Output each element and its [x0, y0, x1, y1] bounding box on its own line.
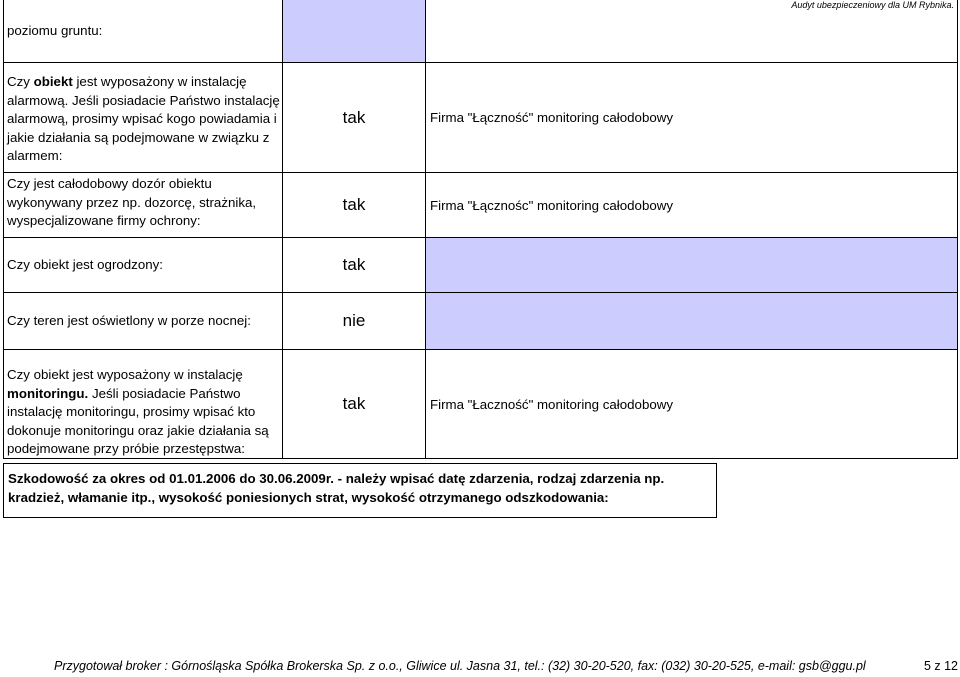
- security-table: [3, 0, 958, 459]
- row-value[interactable]: tak: [283, 350, 426, 458]
- header-title: Audyt ubezpieczeniowy dla UM Rybnika.: [791, 0, 954, 10]
- footer-broker-info: Przygotował broker : Górnośląska Spółka Brokerska Sp. z o.o., Gliwice ul. Jasna 31, tel.: (32) 30-20-520, fax: (032) 30-20-525, e-mail: gsb@ggu.pl: [54, 659, 866, 673]
- table-row: [3, 293, 958, 350]
- row-value[interactable]: tak: [283, 63, 426, 172]
- row-label: Czy obiekt jest wyposażony w instalację alarmową. Jeśli posiadacie Państwo instalację alarmową, prosimy wpisać kogo powiadamia i jakie działania są podejmowane w związku z alarmem:: [4, 63, 283, 172]
- table-row: [3, 350, 958, 459]
- claims-history-box[interactable]: Szkodowość za okres od 01.01.2006 do 30.06.2009r. - należy wpisać datę zdarzenia, rodzaj zdarzenia np. kradzież, włamanie itp., wysokość poniesionych strat, wysokość otrzymanego odszkodowania:: [3, 463, 717, 518]
- row-label: Czy jest całodobowy dozór obiektu wykonywany przez np. dozorcę, strażnika, wyspecjalizowane firmy ochrony:: [4, 173, 283, 237]
- row-label: Czy obiekt jest ogrodzony:: [4, 238, 283, 292]
- row-value[interactable]: tak: [283, 173, 426, 237]
- row-value[interactable]: [283, 0, 426, 62]
- row-note[interactable]: Firma "Łącznośc" monitoring całodobowy: [426, 173, 958, 237]
- row-value[interactable]: nie: [283, 293, 426, 349]
- row-note[interactable]: Firma "Łaczność" monitoring całodobowy: [426, 350, 958, 458]
- row-value[interactable]: tak: [283, 238, 426, 292]
- table-row: [3, 0, 958, 63]
- row-note[interactable]: Firma "Łączność" monitoring całodobowy: [426, 63, 958, 172]
- page-number: 5 z 12: [923, 659, 958, 673]
- row-note[interactable]: [426, 238, 958, 292]
- row-note[interactable]: [426, 0, 958, 62]
- table-row: [3, 238, 958, 293]
- table-row: [3, 63, 958, 173]
- row-label: poziomu gruntu:: [4, 0, 283, 62]
- row-note[interactable]: [426, 293, 958, 349]
- table-row: [3, 173, 958, 238]
- row-label: Czy obiekt jest wyposażony w instalację monitoringu. Jeśli posiadacie Państwo instalację monitoringu, prosimy wpisać kto dokonuje monitoringu oraz jakie działania są podejmowane przy próbie przestępstwa:: [4, 350, 283, 458]
- row-label: Czy teren jest oświetlony w porze nocnej:: [4, 293, 283, 349]
